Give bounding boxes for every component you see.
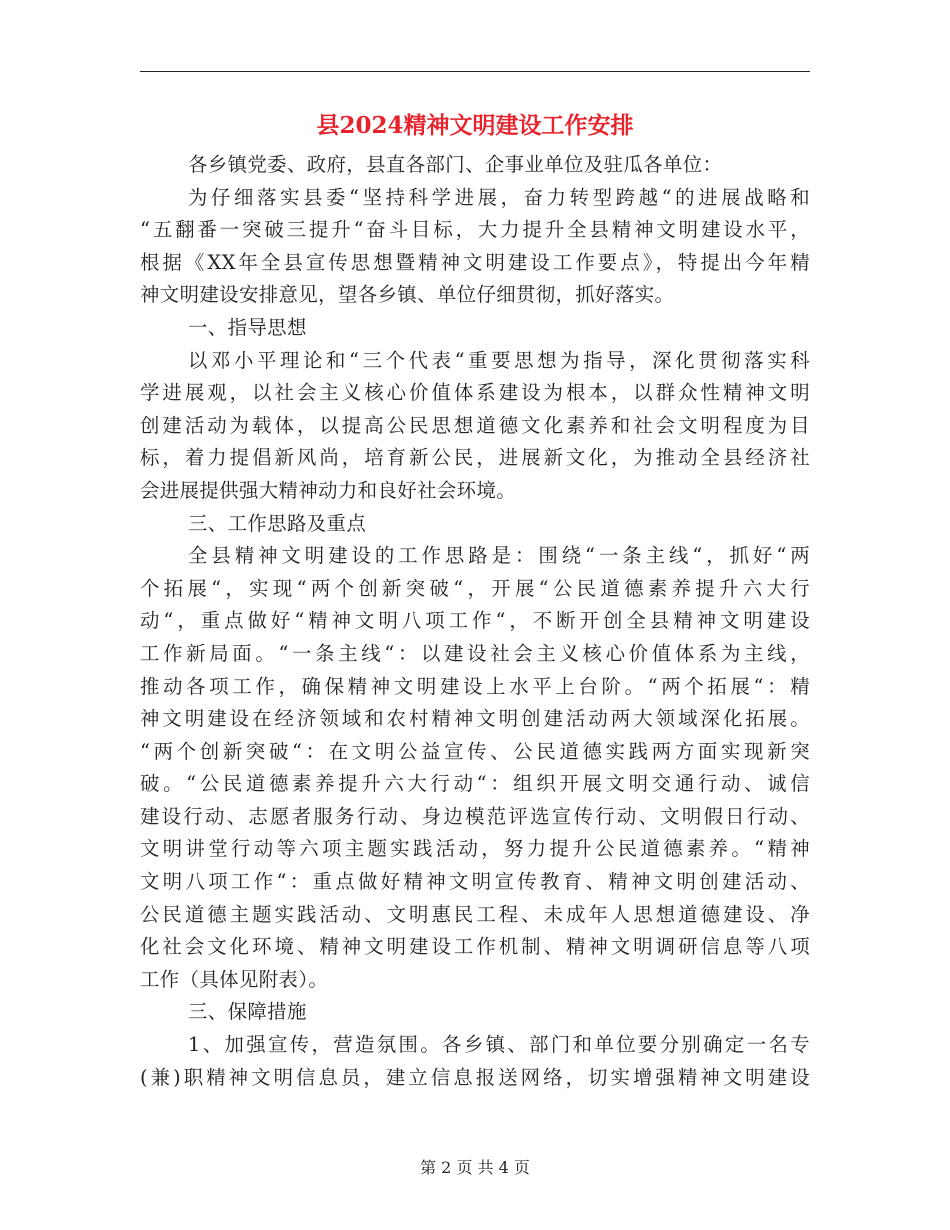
section-heading: 一、指导思想 xyxy=(188,315,307,339)
paragraph-line: 会进展提供强大精神动力和良好社会环境。 xyxy=(140,478,517,502)
paragraph-line: 各乡镇党委、政府，县直各部门、企事业单位及驻瓜各单位： xyxy=(188,153,723,176)
paragraph-line: “五翻番一突破三提升“奋斗目标，大力提升全县精神文明建设水平， xyxy=(140,218,810,242)
page-label-suffix: 页 xyxy=(513,1158,530,1177)
paragraph-line: 工作（具体见附表）。 xyxy=(140,967,329,991)
paragraph-line: 破。“公民道德素养提升六大行动“：组织开展文明交通行动、诚信 xyxy=(140,772,810,796)
paragraph-line: 个拓展“，实现“两个创新突破“，开展“公民道德素养提升六大行 xyxy=(140,576,810,600)
paragraph-line: 化社会文化环境、精神文明建设工作机制、精神文明调研信息等八项 xyxy=(140,935,810,959)
paragraph-line: 以邓小平理论和“三个代表“重要思想为指导，深化贯彻落实科 xyxy=(188,348,810,372)
section-heading: 三、保障措施 xyxy=(188,1000,307,1024)
paragraph-line: 标，着力提倡新风尚，培育新公民，进展新文化，为推动全县经济社 xyxy=(140,446,810,470)
paragraph-line: 1、加强宣传，营造氛围。各乡镇、部门和单位要分别确定一名专 xyxy=(188,1033,810,1057)
paragraph-line: 工作新局面。“一条主线“：以建设社会主义核心价值体系为主线， xyxy=(140,641,810,665)
paragraph-line: 文明八项工作“：重点做好精神文明宣传教育、精神文明创建活动、 xyxy=(140,870,810,894)
paragraph-line: 根据《XX年全县宣传思想暨精神文明建设工作要点》，特提出今年精 xyxy=(140,250,810,274)
document-body xyxy=(140,149,810,1094)
document-title: 县2024精神文明建设工作安排 xyxy=(316,112,634,139)
paragraph-line: 神文明建设在经济领域和农村精神文明创建活动两大领域深化拓展。 xyxy=(140,707,810,731)
paragraph-line: 公民道德主题实践活动、文明惠民工程、未成年人思想道德建设、净 xyxy=(140,902,810,926)
paragraph-line: “两个创新突破“：在文明公益宣传、公民道德实践两方面实现新突 xyxy=(140,739,810,763)
paragraph-line: 为仔细落实县委“坚持科学进展，奋力转型跨越“的进展战略和 xyxy=(188,185,810,209)
paragraph-line: 建设行动、志愿者服务行动、身边模范评选宣传行动、文明假日行动、 xyxy=(140,804,810,828)
page-footer xyxy=(140,1155,810,1178)
page-label-prefix: 第 xyxy=(420,1158,437,1177)
paragraph-line: 创建活动为载体，以提高公民思想道德文化素养和社会文明程度为目 xyxy=(140,413,810,437)
paragraph-line: 动“，重点做好“精神文明八项工作“，不断开创全县精神文明建设 xyxy=(140,609,810,633)
total-pages: 4 xyxy=(498,1158,509,1177)
paragraph-line: 学进展观，以社会主义核心价值体系建设为根本，以群众性精神文明 xyxy=(140,381,810,405)
paragraph-line: 文明讲堂行动等六项主题实践活动，努力提升公民道德素养。“精神 xyxy=(140,837,810,861)
section-heading: 三、工作思路及重点 xyxy=(188,511,367,535)
page-number: 2 xyxy=(441,1158,452,1177)
paragraph-line: 推动各项工作，确保精神文明建设上水平上台阶。“两个拓展“：精 xyxy=(140,674,810,698)
page-label-mid: 页 共 xyxy=(456,1158,494,1177)
header-rule xyxy=(140,71,810,72)
paragraph-line: (兼)职精神文明信息员，建立信息报送网络，切实增强精神文明建设 xyxy=(140,1065,810,1089)
paragraph-line: 全县精神文明建设的工作思路是：围绕“一条主线“，抓好“两 xyxy=(188,544,810,568)
paragraph-line: 神文明建设安排意见，望各乡镇、单位仔细贯彻，抓好落实。 xyxy=(140,283,675,307)
